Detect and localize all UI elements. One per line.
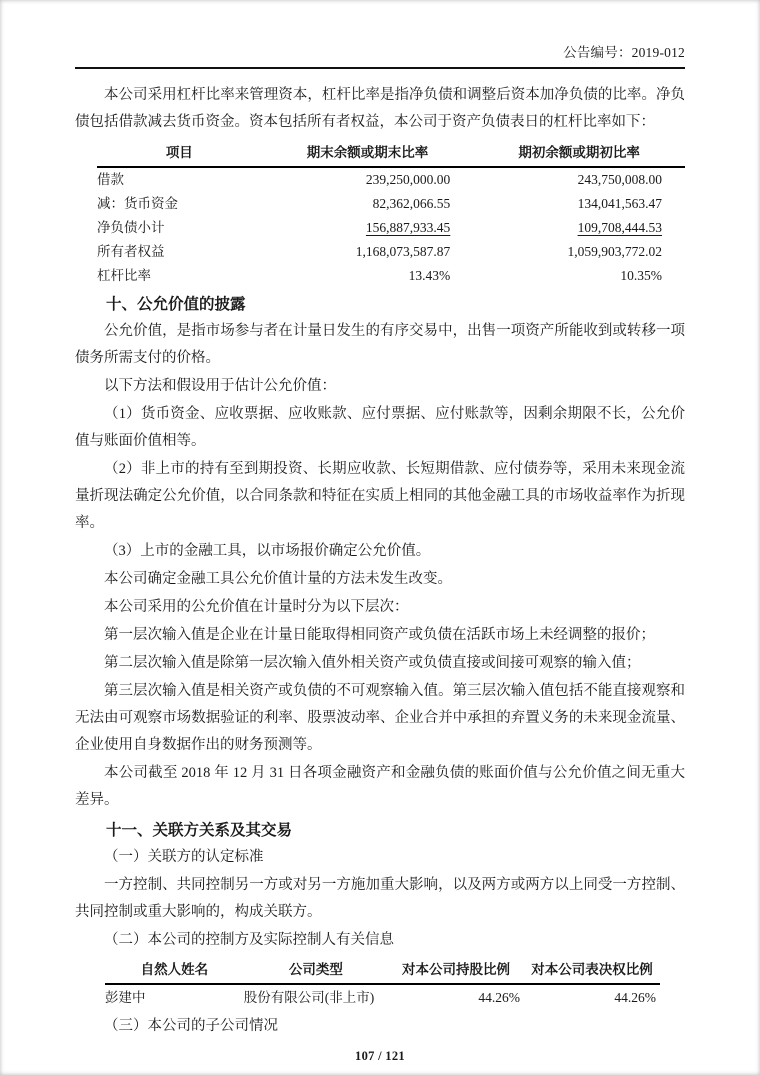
table-header-row	[105, 958, 660, 984]
cell-beginning-value	[473, 216, 685, 240]
paragraph-leverage-intro: 本公司采用杠杆比率来管理资本，杠杆比率是指净负债和调整后资本加净负债的比率。净负债包括借款减去货币资金。资本包括所有者权益，本公司于资产负债表日的杠杆比率如下：	[75, 87, 685, 130]
cell-beginning-value: 134,041,563.47	[577, 196, 662, 211]
column-header-item: 项目	[97, 141, 262, 167]
table-row	[105, 984, 660, 1011]
cell-ending-value: 82,362,066.55	[372, 196, 451, 211]
column-header-beginning: 期初余额或期初比率	[473, 141, 685, 167]
paragraph-fv-method-3: （3）上市的金融工具，以市场报价确定公允价值。	[104, 543, 431, 559]
column-header-voting: 对本公司表决权比例	[524, 958, 660, 984]
cell-ending-value: 239,250,000.00	[365, 172, 451, 187]
paragraph-fv-methods-intro: 以下方法和假设用于估计公允价值：	[104, 378, 336, 394]
announcement-number: 公告编号：2019-012	[563, 45, 685, 60]
table-row	[97, 192, 685, 216]
paragraph-fv-method-1: （1）货币资金、应收票据、应收账款、应付票据、应付账款等，因剩余期限不长，公允价值与账面价值相等。	[75, 406, 685, 449]
leverage-ratio-table	[97, 141, 685, 288]
paragraph-fv-levels-intro: 本公司采用的公允价值在计量时分为以下层次：	[104, 599, 409, 615]
subsection-title-criteria: （一）关联方的认定标准	[104, 849, 264, 865]
section-title-related-party: 十一、关联方关系及其交易	[106, 822, 293, 839]
table-header-row	[97, 141, 685, 167]
underlined-subtotal: 156,887,933.45	[365, 220, 451, 235]
cell-item: 净负债小计	[97, 220, 165, 235]
cell-item: 借款	[97, 172, 124, 187]
cell-item: 杠杆比率	[97, 268, 151, 283]
cell-person-name: 彭建中	[105, 990, 146, 1005]
column-header-company-type: 公司类型	[244, 958, 388, 984]
section-title-fair-value: 十、公允价值的披露	[106, 296, 246, 313]
paragraph-fv-method-2: （2）非上市的持有至到期投资、长期应收款、长短期借款、应付债券等，采用未来现金流量折现法确定公允价值，以合同条款和特征在实质上相同的其他金融工具的市场收益率作为折现率。	[75, 461, 685, 531]
column-header-shareholding: 对本公司持股比例	[388, 958, 524, 984]
cell-beginning-value: 1,059,903,772.02	[567, 244, 662, 259]
underlined-subtotal: 109,708,444.53	[577, 220, 662, 235]
cell-beginning-value: 10.35%	[620, 268, 662, 283]
cell-ending-value: 13.43%	[408, 268, 451, 283]
cell-beginning-value: 243,750,008.00	[577, 172, 662, 187]
cell-voting-ratio: 44.26%	[614, 990, 656, 1005]
cell-ending-value: 1,168,073,587.87	[355, 244, 451, 259]
table-row	[97, 167, 685, 192]
paragraph-fv-level-1: 第一层次输入值是企业在计量日能取得相同资产或负债在活跃市场上未经调整的报价；	[104, 627, 655, 643]
paragraph-related-party-criteria: 一方控制、共同控制另一方或对另一方施加重大影响，以及两方或两方以上同受一方控制、共同控制或重大影响的，构成关联方。	[75, 877, 685, 920]
cell-shareholding-ratio: 44.26%	[478, 990, 521, 1005]
cell-ending-value	[262, 216, 474, 240]
cell-item: 所有者权益	[97, 244, 165, 259]
paragraph-fv-definition: 公允价值，是指市场参与者在计量日发生的有序交易中，出售一项资产所能收到或转移一项债务所需支付的价格。	[75, 323, 685, 366]
table-row	[97, 264, 685, 288]
cell-company-type: 股份有限公司(非上市)	[243, 990, 375, 1005]
page-number: 107 / 121	[355, 1049, 405, 1063]
subsection-title-controller-info: （二）本公司的控制方及实际控制人有关信息	[104, 932, 394, 948]
table-row	[97, 240, 685, 264]
paragraph-fv-conclusion: 本公司截至 2018 年 12 月 31 日各项金融资产和金融负债的账面价值与公允价值之间无重大差异。	[75, 765, 685, 808]
subsection-title-subsidiaries: （三）本公司的子公司情况	[104, 1018, 278, 1034]
paragraph-fv-no-change: 本公司确定金融工具公允价值计量的方法未发生改变。	[104, 571, 452, 587]
paragraph-fv-level-2: 第二层次输入值是除第一层次输入值外相关资产或负债直接或间接可观察的输入值；	[104, 655, 641, 671]
table-row	[97, 216, 685, 240]
header-divider	[75, 67, 685, 69]
column-header-person-name: 自然人姓名	[105, 958, 244, 984]
controller-info-table	[105, 958, 660, 1011]
cell-item: 减：货币资金	[97, 196, 178, 211]
paragraph-fv-level-3: 第三层次输入值是相关资产或负债的不可观察输入值。第三层次输入值包括不能直接观察和无法由可观察市场数据验证的利率、股票波动率、企业合并中承担的弃置义务的未来现金流量、企业使用自身数据作出的财务预测等。	[75, 683, 685, 753]
column-header-ending: 期末余额或期末比率	[262, 141, 474, 167]
